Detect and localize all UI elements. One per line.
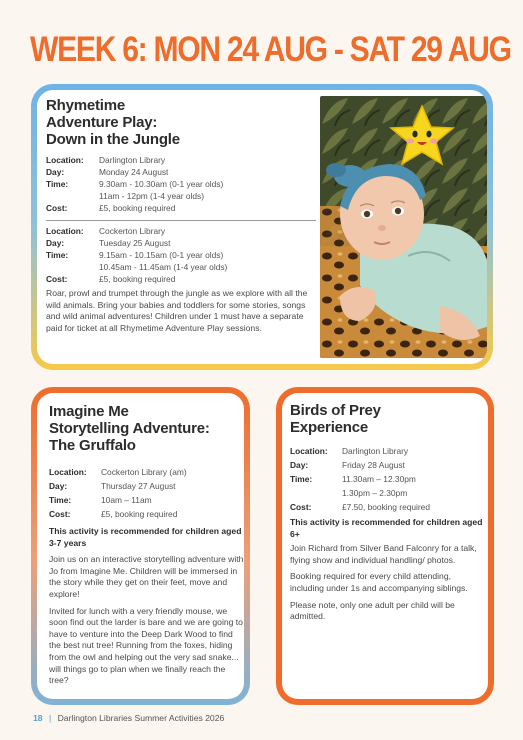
activity-photo bbox=[320, 96, 487, 358]
activity-card-birds-of-prey bbox=[276, 387, 494, 705]
time-value: 9.30am - 10.30am (0-1 year olds) bbox=[99, 179, 224, 189]
title-line: The Gruffalo bbox=[49, 437, 136, 454]
location-value: Darlington Library bbox=[99, 155, 166, 165]
page-footer bbox=[33, 713, 224, 723]
divider bbox=[46, 220, 316, 221]
cost-label: Cost: bbox=[49, 509, 71, 519]
activity-card-body bbox=[37, 90, 487, 364]
cost-value: £7.50, booking required bbox=[342, 502, 431, 512]
activity-card-body bbox=[37, 393, 244, 699]
time-value: 10.45am - 11.45am (1-4 year olds) bbox=[99, 262, 228, 272]
title-line: Experience bbox=[290, 419, 369, 436]
time-value: 11am - 12pm (1-4 year olds) bbox=[99, 191, 205, 201]
title-line: Rhymetime bbox=[46, 97, 126, 114]
page-number: 18 bbox=[33, 713, 43, 723]
activity-description: Join Richard from Silver Band Falconry for a talk, flying show and individual handling/ photos. bbox=[290, 543, 477, 565]
time-label: Time: bbox=[46, 179, 69, 189]
time-label: Time: bbox=[49, 495, 72, 505]
activity-card-body bbox=[282, 393, 488, 699]
footer-divider: | bbox=[48, 713, 52, 723]
cost-value: £5, booking required bbox=[99, 274, 176, 284]
time-label: Time: bbox=[46, 250, 69, 260]
location-label: Location: bbox=[49, 467, 87, 477]
time-value: 1.30pm – 2.30pm bbox=[342, 488, 408, 498]
session-info bbox=[49, 465, 244, 521]
age-recommendation: This activity is recommended for children aged 3-7 years bbox=[49, 526, 242, 548]
activity-description: Roar, prowl and trumpet through the jungle as we explore with all the wild animals. Bring your babies and toddlers for some stories, songs and wild animal adventures! Children under 1 must have a separate paid for ticket at all Rhymetime Adventure Play sessions. bbox=[46, 288, 308, 333]
day-value: Tuesday 25 August bbox=[99, 238, 171, 248]
age-recommendation: This activity is recommended for children aged 6+ bbox=[290, 517, 483, 539]
week-label: WEEK 6: bbox=[30, 30, 147, 69]
location-label: Location: bbox=[46, 155, 84, 165]
activity-title bbox=[290, 402, 486, 436]
activity-description: Booking required for every child attending, including under 1s and accompanying siblings. bbox=[290, 571, 468, 593]
activity-title bbox=[49, 403, 244, 454]
title-line: Birds of Prey bbox=[290, 402, 381, 419]
title-line: Adventure Play: bbox=[46, 114, 158, 131]
day-label: Day: bbox=[46, 238, 65, 248]
cost-label: Cost: bbox=[46, 274, 68, 284]
title-line: Down in the Jungle bbox=[46, 131, 180, 148]
cost-label: Cost: bbox=[46, 203, 68, 213]
location-value: Darlington Library bbox=[342, 446, 409, 456]
footer-text: Darlington Libraries Summer Activities 2026 bbox=[57, 713, 225, 723]
session-info bbox=[46, 154, 316, 285]
activity-card-rhymetime bbox=[31, 84, 493, 370]
day-value: Monday 24 August bbox=[99, 167, 169, 177]
day-value: Friday 28 August bbox=[342, 460, 405, 470]
cost-value: £5, booking required bbox=[101, 509, 178, 519]
day-value: Thursday 27 August bbox=[101, 481, 176, 491]
activity-description: Join us on an interactive storytelling adventure with Jo from Imagine Me. Children will be immersed in the story while they get on their feet, move and explore! bbox=[49, 554, 244, 599]
location-value: Cockerton Library bbox=[99, 226, 166, 236]
day-label: Day: bbox=[290, 460, 309, 470]
time-value: 10am – 11am bbox=[101, 495, 152, 505]
activity-title bbox=[46, 97, 316, 148]
cost-value: £5, booking required bbox=[99, 203, 176, 213]
time-value: 11.30am – 12.30pm bbox=[342, 474, 416, 484]
time-label: Time: bbox=[290, 474, 313, 484]
baby-photo-illustration bbox=[320, 96, 487, 358]
date-range: MON 24 AUG - SAT 29 AUG bbox=[153, 30, 511, 69]
title-line: Imagine Me bbox=[49, 403, 129, 420]
day-label: Day: bbox=[49, 481, 68, 491]
activity-description: Please note, only one adult per child will be admitted. bbox=[290, 599, 455, 622]
title-line: Storytelling Adventure: bbox=[49, 420, 210, 437]
cost-label: Cost: bbox=[290, 502, 312, 512]
page-title bbox=[30, 30, 511, 70]
session-info bbox=[290, 444, 486, 514]
location-label: Location: bbox=[290, 446, 328, 456]
activity-description: Invited for lunch with a very friendly mouse, we soon find out the larder is bare and we are going to have to venture into the Deep Dark Wood to find the best nut tree! Running from the foxes, hiding from the owl and helping out the very sad snake... will things go to plan when we finally reach the tree? bbox=[49, 605, 243, 686]
location-value: Cockerton Library (am) bbox=[101, 467, 187, 477]
activity-card-gruffalo bbox=[31, 387, 250, 705]
day-label: Day: bbox=[46, 167, 65, 177]
time-value: 9.15am - 10.15am (0-1 year olds) bbox=[99, 250, 224, 260]
location-label: Location: bbox=[46, 226, 84, 236]
